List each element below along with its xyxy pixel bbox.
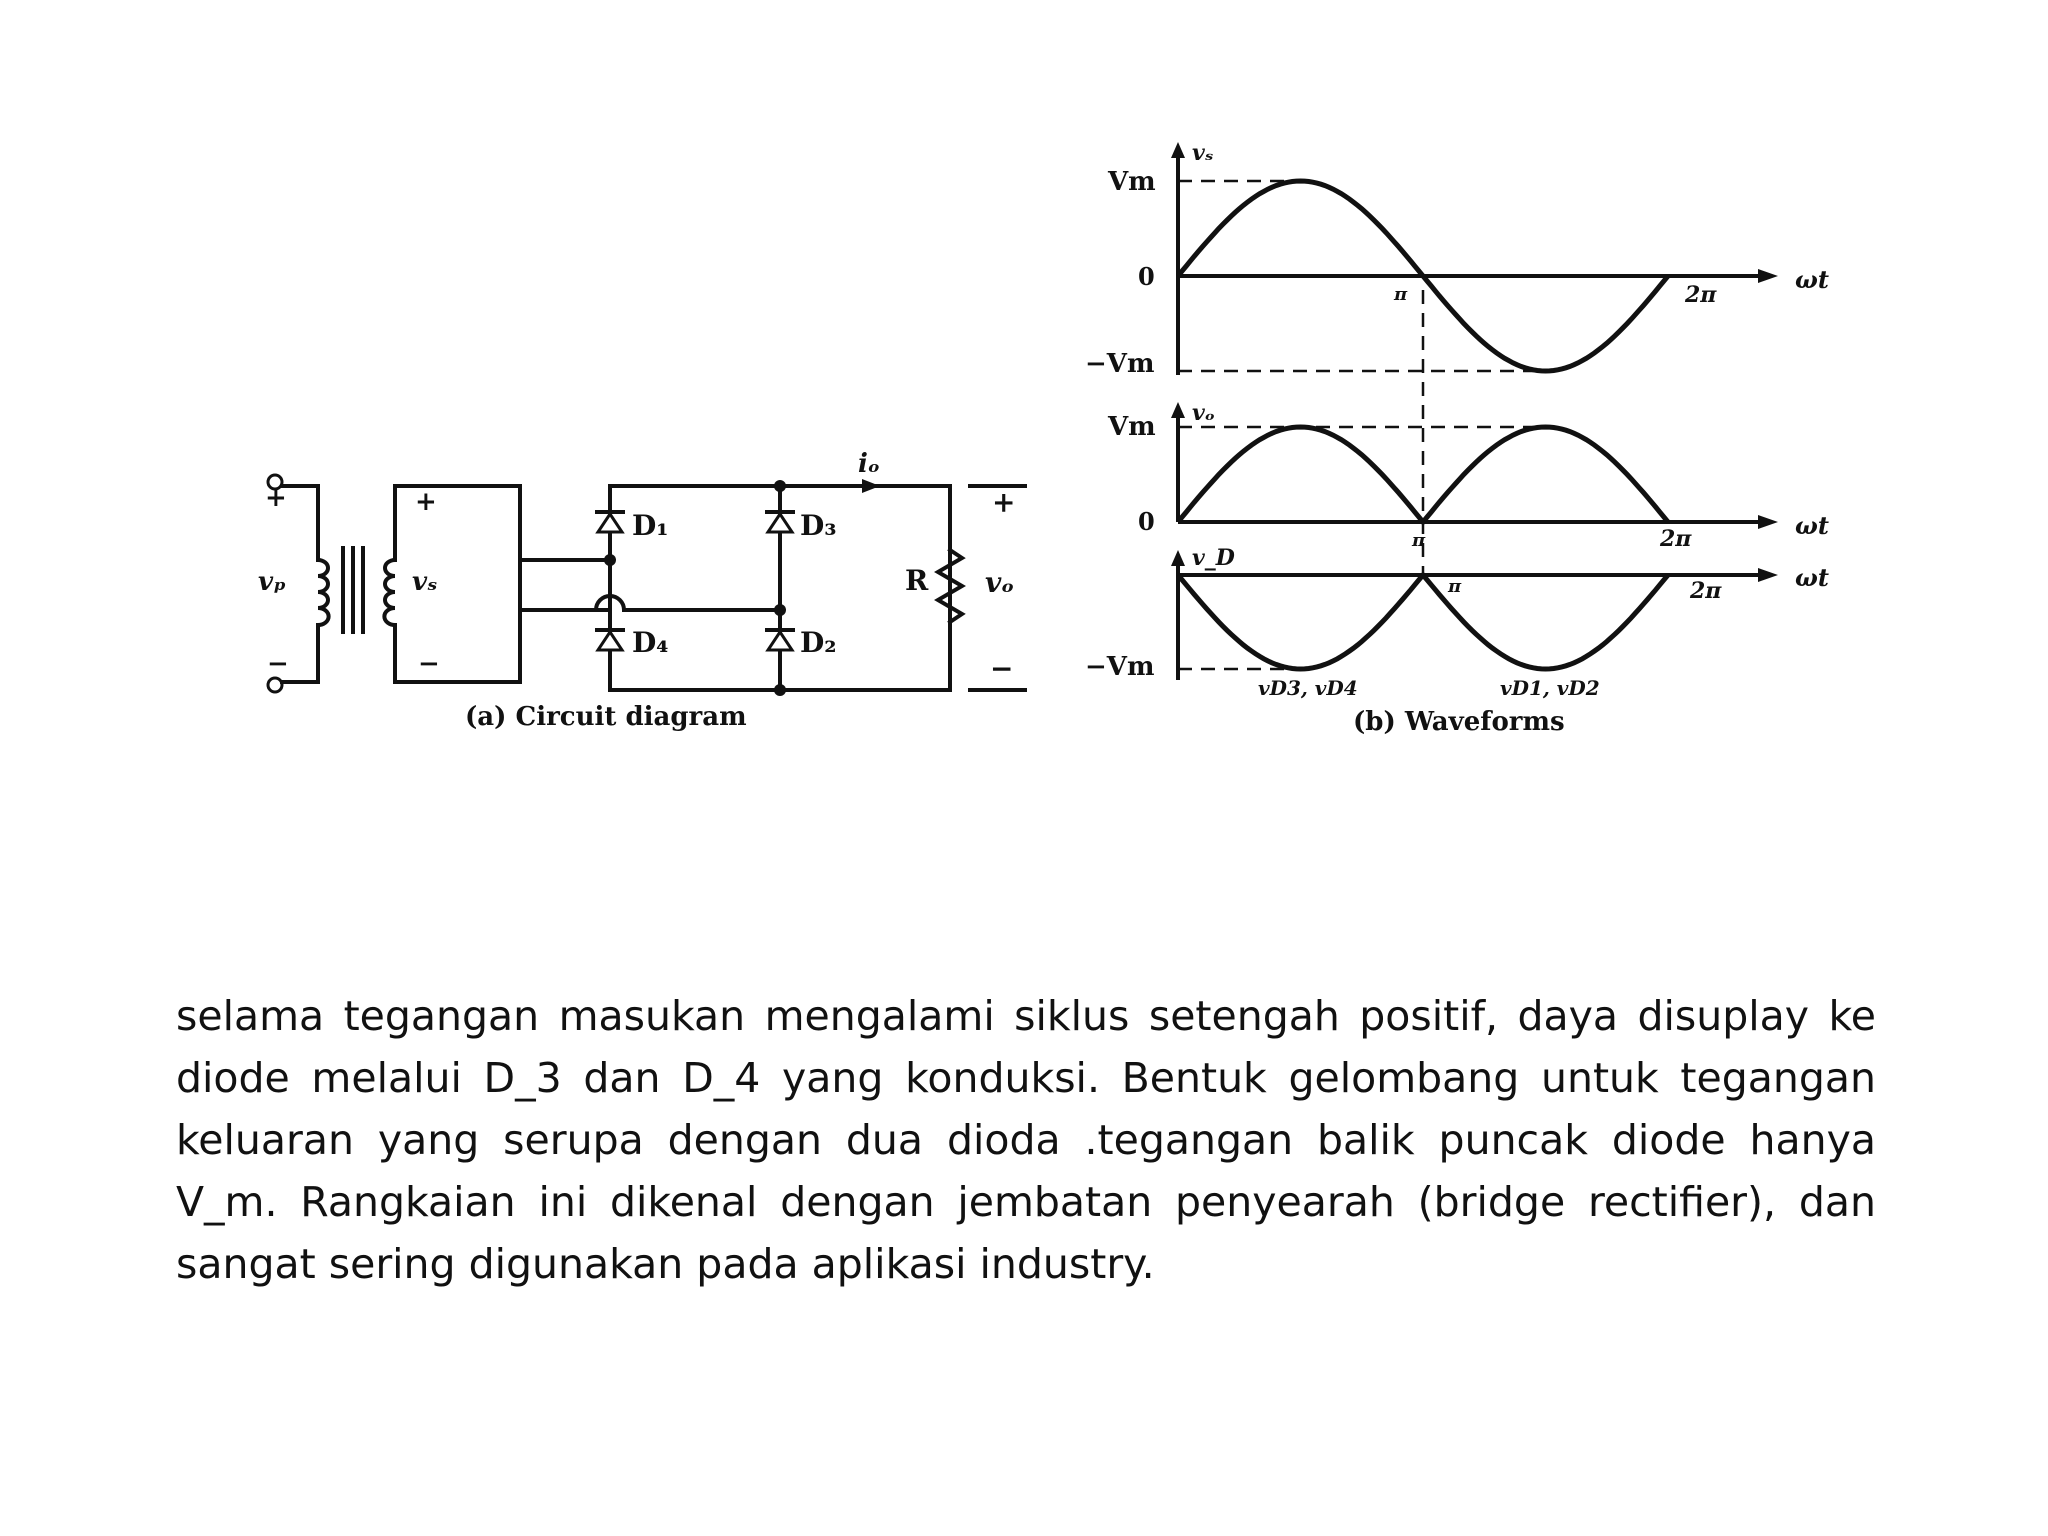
diode-d4 xyxy=(597,630,623,650)
d4-label: D₄ xyxy=(632,626,669,659)
vo-vm-tick: Vm xyxy=(1108,412,1156,442)
node-top xyxy=(774,480,786,492)
d3-label: D₃ xyxy=(800,509,837,542)
vs-zero-tick: 0 xyxy=(1138,262,1155,291)
crossover-wire xyxy=(520,596,780,610)
vo-y-arrow xyxy=(1171,402,1185,418)
d1-label: D₁ xyxy=(632,509,669,542)
diode-d3 xyxy=(767,512,793,532)
d2-label: D₂ xyxy=(800,626,837,659)
r-label: R xyxy=(905,564,929,597)
vs-axis-label: vₛ xyxy=(1192,140,1214,166)
diode-d2 xyxy=(767,630,793,650)
vo-axis-label: vₒ xyxy=(1192,400,1216,426)
vs-pi-tick: π xyxy=(1394,284,1408,305)
vs-y-arrow xyxy=(1171,142,1185,158)
node-d3-d2 xyxy=(774,604,786,616)
circuit-caption: (a) Circuit diagram xyxy=(465,702,747,732)
vs-vm-tick: Vm xyxy=(1108,167,1156,197)
vs-negvm-tick: −Vm xyxy=(1085,349,1155,379)
vo-minus-label: − xyxy=(990,652,1014,685)
circuit-diagram xyxy=(258,449,1025,732)
diode-d1 xyxy=(597,512,623,532)
secondary-plus-label: + xyxy=(415,487,437,517)
waveforms-caption: (b) Waveforms xyxy=(1353,707,1565,737)
primary-coil xyxy=(318,560,329,625)
vo-pi-tick: π xyxy=(1412,530,1426,551)
vd-y-arrow xyxy=(1171,550,1185,566)
vo-zero-tick: 0 xyxy=(1138,507,1155,536)
vd12-label: vD1, vD2 xyxy=(1500,676,1600,700)
primary-minus-label: − xyxy=(267,649,289,679)
vp-label: vₚ xyxy=(258,567,287,597)
secondary-vs-label: vₛ xyxy=(412,567,438,597)
vd-series-line xyxy=(1178,575,1668,669)
vs-2pi-tick: 2π xyxy=(1685,282,1717,308)
io-arrow xyxy=(862,479,880,493)
secondary-minus-label: − xyxy=(418,649,440,679)
vd-2pi-tick: 2π xyxy=(1690,578,1722,604)
vd34-label: vD3, vD4 xyxy=(1258,676,1358,700)
vd-wt-label: ωt xyxy=(1795,563,1829,592)
vo-wt-label: ωt xyxy=(1795,511,1829,540)
vd-x-arrow xyxy=(1758,568,1778,582)
vo-2pi-tick: 2π xyxy=(1660,526,1692,552)
body-paragraph: selama tegangan masukan mengalami siklus setengah positif, daya disuplay ke diode melalui D_3 dan D_4 yang konduksi. Bentuk gelombang untuk tegangan keluaran yang serupa dengan dua dioda .tegangan balik puncak diode hanya V_m. Rangkaian ini dikenal dengan jembatan penyearah (bridge rectifier), dan sangat sering digunakan pada aplikasi industry. xyxy=(176,992,1876,1288)
waveforms-chart xyxy=(1085,140,1829,737)
vo-plus-label: + xyxy=(992,486,1016,519)
vd-pi-tick: π xyxy=(1448,576,1462,597)
secondary-coil xyxy=(384,560,395,625)
vs-wt-label: ωt xyxy=(1795,265,1829,294)
vd-axis-label: v_D xyxy=(1192,545,1235,571)
primary-plus-label: + xyxy=(265,483,287,513)
primary-terminal-bottom xyxy=(268,678,282,692)
vo-label: vₒ xyxy=(985,566,1015,599)
vs-x-arrow xyxy=(1758,269,1778,283)
node-bottom xyxy=(774,684,786,696)
vo-x-arrow xyxy=(1758,515,1778,529)
io-label: iₒ xyxy=(858,449,881,479)
vd-negvm-tick: −Vm xyxy=(1085,652,1155,682)
